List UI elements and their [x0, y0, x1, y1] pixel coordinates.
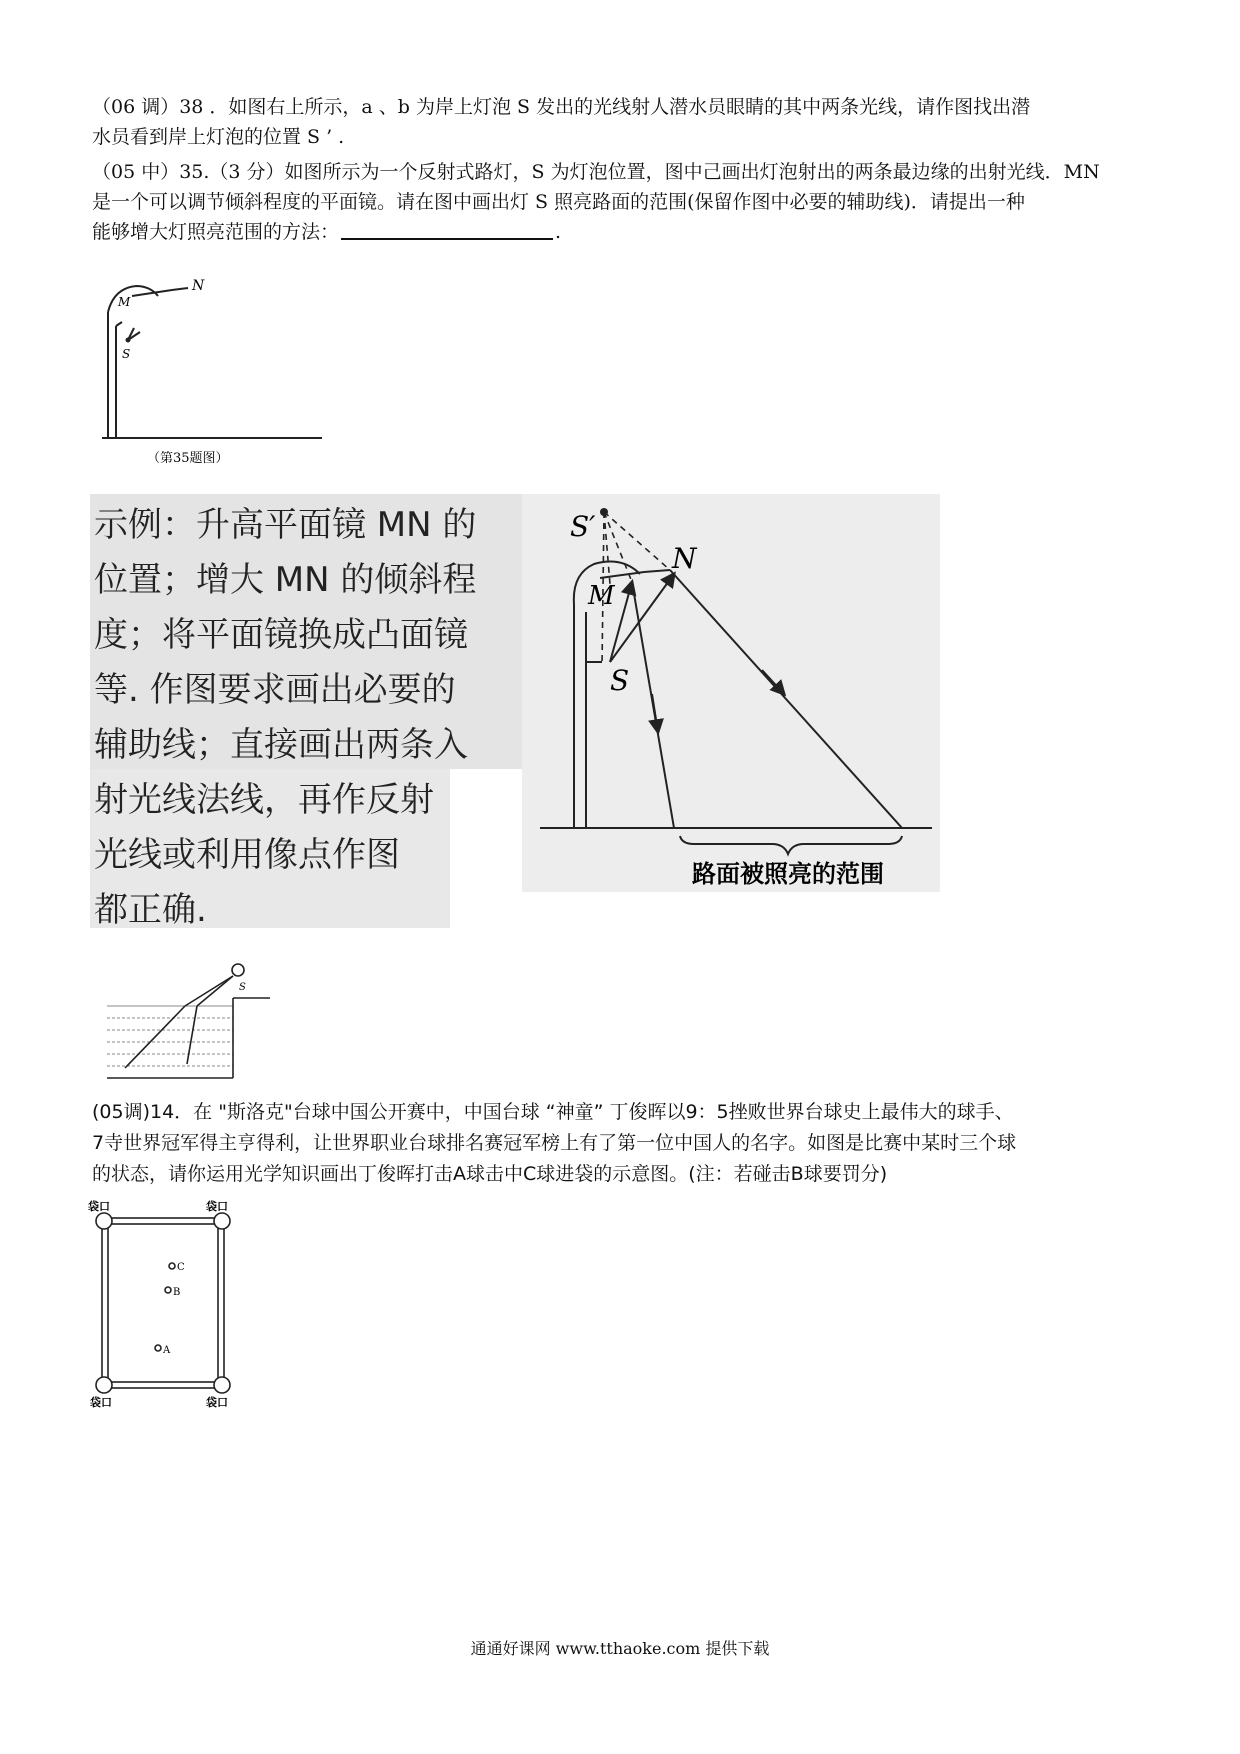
question-05-14 — [92, 1097, 1152, 1190]
question-05-35 — [92, 157, 1152, 247]
ball-a-dot — [155, 1345, 161, 1351]
question-05-35-line3 — [92, 217, 1152, 247]
label-S: S — [610, 664, 630, 697]
shore-water-figure — [105, 958, 275, 1088]
question-05-35-line3-prefix: 能够增大灯照亮范围的方法： — [92, 221, 340, 243]
answer-explanation: 示例：升高平面镜 MN 的 位置；增大 MN 的倾斜程 度；将平面镜换成凸面镜 等. 作图要求画出必要的 辅助线；直接画出两条入 射光线法线，再作反射 光线或利用像点作图 都正确. — [94, 505, 477, 930]
label-M: M — [588, 581, 615, 611]
label-S: S — [239, 982, 246, 993]
ball-b-dot — [165, 1287, 171, 1293]
answer-block — [90, 494, 940, 928]
pocket-label-top-left: 袋口 — [88, 1200, 110, 1213]
pocket-label-bottom-right: 袋口 — [206, 1396, 228, 1409]
question-05-35-line2: 是一个可以调节倾斜程度的平面镜。请在图中画出灯 S 照亮路面的范围(保留作图中必要的辅助线)．请提出一种 — [92, 191, 1025, 213]
ball-label-C: C — [177, 1262, 185, 1273]
answer-diagram — [522, 494, 940, 892]
ball-label-A: A — [163, 1345, 171, 1356]
question-05-14-line3: 的状态，请你运用光学知识画出丁俊晖打击A球击中C球进袋的示意图。(注：若碰击B球要罚分) — [92, 1163, 888, 1185]
image-point-dot — [600, 508, 608, 516]
pocket-label-bottom-left: 袋口 — [90, 1396, 112, 1409]
label-M: M — [118, 295, 131, 309]
question-06-38-line2: 水员看到岸上灯泡的位置 S ’ . — [92, 126, 345, 148]
page-footer: 通通好课网 www.tthaoke.com 提供下载 — [470, 1639, 770, 1658]
ball-label-B: B — [173, 1287, 181, 1298]
question-05-14-line2: 7寺世界冠军得主亨得利，让世界职业台球排名赛冠军榜上有了第一位中国人的名字。如图是比赛中某时三个球 — [92, 1132, 1017, 1154]
question-06-38-line1: （06 调）38 ．如图右上所示，a 、b 为岸上灯泡 S 发出的光线射人潜水员眼睛的其中两条光线，请作图找出潜 — [92, 96, 1031, 118]
pocket-label-top-right: 袋口 — [206, 1200, 228, 1213]
question-06-38 — [92, 92, 1152, 152]
question-05-35-line3-suffix: . — [555, 221, 562, 243]
figure-35-caption: （第35题图） — [147, 451, 229, 466]
label-S: S — [122, 347, 131, 361]
answer-blank — [341, 218, 553, 240]
question-05-14-line1: (05调)14．在 "斯洛克"台球中国公开赛中，中国台球 “神童” 丁俊晖以9：5挫败世界台球史上最伟大的球手、 — [92, 1101, 1014, 1123]
street-lamp-figure — [92, 270, 332, 470]
label-N: N — [672, 542, 697, 575]
bulb-dot — [126, 338, 131, 343]
label-N: N — [192, 278, 205, 294]
billiard-table-figure — [88, 1200, 248, 1410]
label-S-prime: S′ — [570, 510, 596, 543]
question-05-35-line1: （05 中）35.（3 分）如图所示为一个反射式路灯，S 为灯泡位置，图中己画出灯泡射出的两条最边缘的出射光线．MN — [92, 161, 1100, 183]
ball-c-dot — [169, 1263, 175, 1269]
illuminated-range-label: 路面被照亮的范围 — [692, 860, 884, 888]
